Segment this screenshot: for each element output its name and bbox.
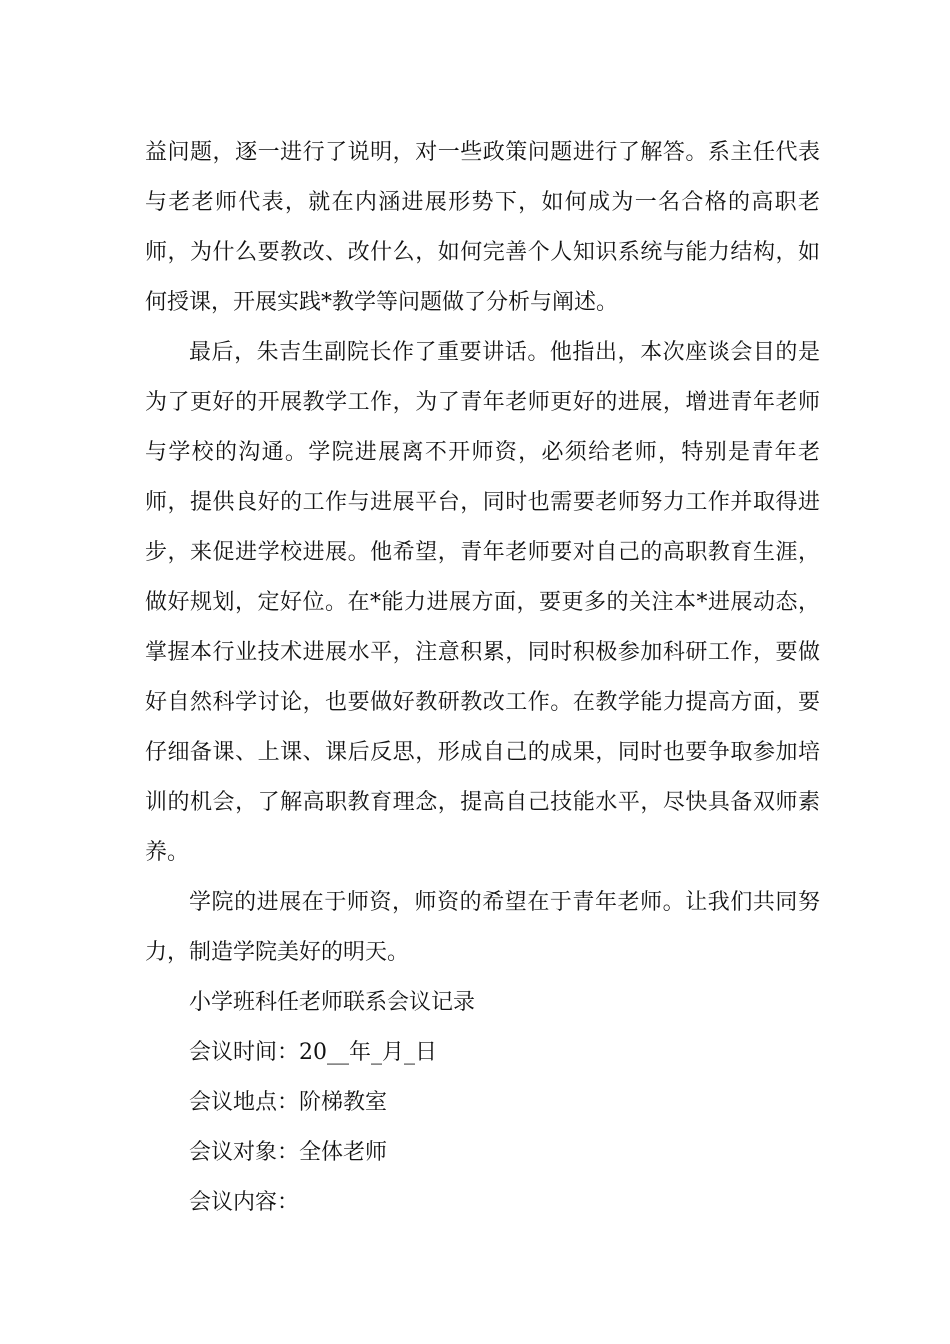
meeting-place: 会议地点：阶梯教室 bbox=[189, 1090, 388, 1115]
document-body bbox=[145, 128, 820, 1228]
paragraph-closing: 学院的进展在于师资，师资的希望在于青年老师。让我们共同努力，制造学院美好的明天。 bbox=[145, 890, 820, 965]
meeting-content-label: 会议内容： bbox=[189, 1190, 300, 1215]
meeting-record-title: 小学班科任老师联系会议记录 bbox=[189, 990, 476, 1015]
paragraph-speech: 最后，朱吉生副院长作了重要讲话。他指出，本次座谈会目的是为了更好的开展教学工作，为了青年老师更好的进展，增进青年老师与学校的沟通。学院进展离不开师资，必须给老师，特别是青年老师，提供良好的工作与进展平台，同时也需要老师努力工作并取得进步，来促进学校进展。他希望，青年老师要对自己的高职教育生涯，做好规划，定好位。在*能力进展方面，要更多的关注本*进展动态，掌握本行业技术进展水平，注意积累，同时积极参加科研工作，要做好自然科学讨论，也要做好教研教改工作。在教学能力提高方面，要仔细备课、上课、课后反思，形成自己的成果，同时也要争取参加培训的机会，了解高职教育理念，提高自己技能水平，尽快具备双师素养。 bbox=[145, 340, 820, 865]
meeting-time: 会议时间：20__年_月_日 bbox=[189, 1040, 437, 1065]
meeting-audience: 会议对象：全体老师 bbox=[189, 1140, 388, 1165]
paragraph-continuation: 益问题，逐一进行了说明，对一些政策问题进行了解答。系主任代表与老老师代表，就在内涵进展形势下，如何成为一名合格的高职老师，为什么要教改、改什么，如何完善个人知识系统与能力结构，如何授课，开展实践*教学等问题做了分析与阐述。 bbox=[145, 140, 820, 315]
